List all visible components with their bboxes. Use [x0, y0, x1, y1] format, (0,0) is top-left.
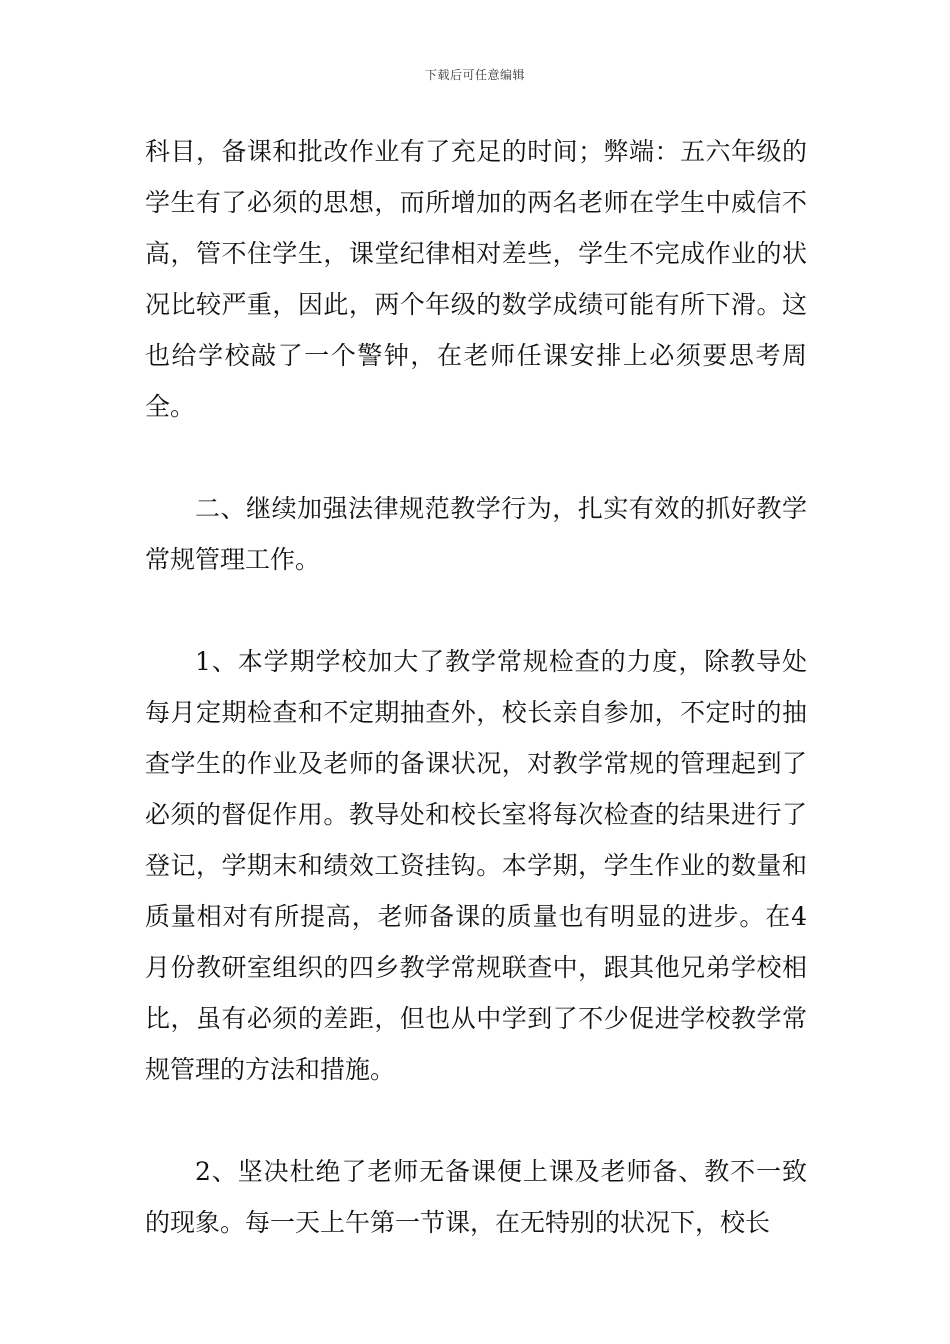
- page-header: 下载后可任意编辑: [424, 68, 525, 82]
- paragraph-gap: [145, 585, 807, 636]
- paragraph-item-one: 1、本学期学校加大了教学常规检查的力度，除教导处每月定期检查和不定期抽查外，校长亲自参加，不定时的抽查学生的作业及老师的备课状况，对教学常规的管理起到了必须的督促作用。教导处和校长室将每次检查的结果进行了登记，学期末和绩效工资挂钩。本学期，学生作业的数量和质量相对有所提高，老师备课的质量也有明显的进步。在4月份教研室组织的四乡教学常规联查中，跟其他兄弟学校相比，虽有必须的差距，但也从中学到了不少促进学校教学常规管理的方法和措施。: [145, 647, 807, 1084]
- section-heading-two: 二、继续加强法律规范教学行为，扎实有效的抓好教学常规管理工作。: [145, 494, 807, 574]
- paragraph-item-two: 2、坚决杜绝了老师无备课便上课及老师备、教不一致的现象。每一天上午第一节课，在无特别的状况下，校长: [145, 1157, 807, 1237]
- paragraph-gap: [145, 432, 807, 483]
- paragraph-continuation: 科目，备课和批改作业有了充足的时间；弊端：五六年级的学生有了必须的思想，而所增加的两名老师在学生中威信不高，管不住学生，课堂纪律相对差些，学生不完成作业的状况比较严重，因此，两个年级的数学成绩可能有所下滑。这也给学校敲了一个警钟，在老师任课安排上必须要思考周全。: [145, 137, 807, 421]
- paragraph-gap: [145, 1095, 807, 1146]
- document-body: [145, 126, 807, 1248]
